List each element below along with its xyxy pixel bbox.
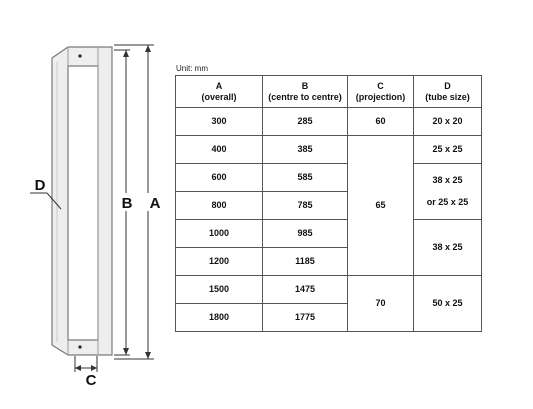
dim-b-arrow-bottom [123, 348, 129, 355]
projection-cell: 65 [348, 136, 414, 276]
centre-cell: 1475 [263, 276, 348, 304]
projection-cell: 70 [348, 276, 414, 332]
dim-b-label: B [121, 195, 133, 212]
header-tube-size: D (tube size) [414, 76, 482, 108]
tube-cell: 38 x 25 [414, 220, 482, 276]
centre-cell: 1185 [263, 248, 348, 276]
overall-cell: 300 [176, 108, 263, 136]
header-centre-to-centre: B (centre to centre) [263, 76, 348, 108]
tube-cell: 20 x 20 [414, 108, 482, 136]
centre-cell: 385 [263, 136, 348, 164]
dimension-table [175, 75, 482, 332]
dim-b-arrow-top [123, 50, 129, 57]
overall-cell: 1200 [176, 248, 263, 276]
dim-d-label: D [34, 177, 46, 194]
tube-cell: 25 x 25 [414, 136, 482, 164]
table-row [176, 276, 482, 304]
centre-cell: 285 [263, 108, 348, 136]
header-projection: C (projection) [348, 76, 414, 108]
overall-cell: 400 [176, 136, 263, 164]
overall-cell: 800 [176, 192, 263, 220]
dim-a-arrow-bottom [145, 352, 151, 359]
dim-c-arrow-left [75, 365, 81, 371]
centre-cell: 785 [263, 192, 348, 220]
bottom-screw-icon [78, 345, 81, 348]
table-row [176, 164, 482, 192]
dim-a-label: A [149, 195, 161, 212]
handle-inner-opening [68, 66, 98, 340]
overall-cell: 1500 [176, 276, 263, 304]
unit-label: Unit: mm [176, 64, 208, 73]
centre-cell: 585 [263, 164, 348, 192]
overall-cell: 600 [176, 164, 263, 192]
header-overall: A (overall) [176, 76, 263, 108]
top-screw-icon [78, 54, 81, 57]
projection-cell: 60 [348, 108, 414, 136]
centre-cell: 1775 [263, 304, 348, 332]
centre-cell: 985 [263, 220, 348, 248]
tube-cell: 38 x 25 or 25 x 25 [414, 164, 482, 220]
table-row [176, 136, 482, 164]
dim-c-label: C [85, 372, 97, 389]
dim-a-arrow-top [145, 45, 151, 52]
overall-cell: 1000 [176, 220, 263, 248]
table-header-row [176, 76, 482, 108]
dim-c-arrow-right [91, 365, 97, 371]
table-row [176, 108, 482, 136]
overall-cell: 1800 [176, 304, 263, 332]
table-row [176, 220, 482, 248]
tube-cell: 50 x 25 [414, 276, 482, 332]
